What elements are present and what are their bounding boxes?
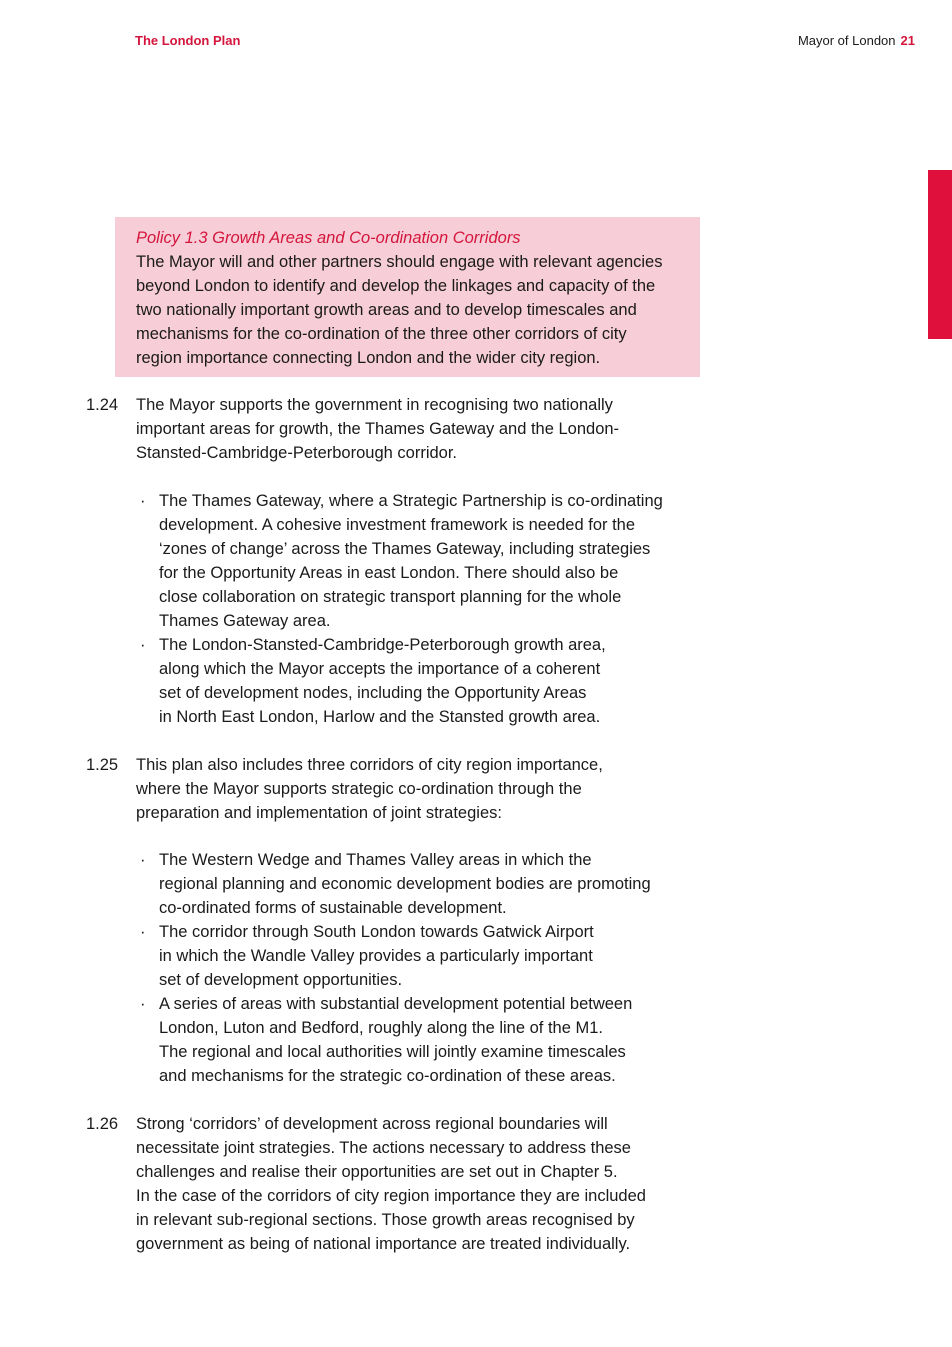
- paragraph-number: 1.24: [86, 396, 119, 414]
- list-item-line: in North East London, Harlow and the Stansted growth area.: [159, 708, 601, 726]
- paragraph-line: preparation and implementation of joint strategies:: [136, 804, 502, 822]
- chapter-side-tab: [928, 170, 952, 339]
- list-item-line: development. A cohesive investment framework is needed for the: [159, 516, 636, 534]
- list-item-line: The regional and local authorities will jointly examine timescales: [159, 1043, 626, 1061]
- policy-line: beyond London to identify and develop the linkages and capacity of the: [136, 277, 656, 295]
- list-item-line: set of development nodes, including the Opportunity Areas: [159, 684, 587, 702]
- document-title: The London Plan: [135, 33, 241, 48]
- list-item: [137, 848, 717, 920]
- policy-line: The Mayor will and other partners should engage with relevant agencies: [136, 253, 663, 271]
- list-item: [137, 489, 717, 633]
- list-item: [137, 992, 717, 1088]
- page-number: 21: [900, 33, 915, 48]
- bullet-marker: ·: [140, 923, 146, 941]
- paragraph-text: [136, 393, 706, 465]
- bullet-marker: ·: [140, 636, 146, 654]
- list-item-line: The Thames Gateway, where a Strategic Partnership is co-ordinating: [159, 492, 663, 510]
- list-item-line: and mechanisms for the strategic co-ordination of these areas.: [159, 1067, 616, 1085]
- paragraph-line: important areas for growth, the Thames Gateway and the London-: [136, 420, 620, 438]
- paragraph-number: 1.26: [86, 1115, 119, 1133]
- paragraph-line: Strong ‘corridors’ of development across regional boundaries will: [136, 1115, 608, 1133]
- bullet-marker: ·: [140, 492, 146, 510]
- paragraph-line: where the Mayor supports strategic co-ordination through the: [136, 780, 582, 798]
- paragraph-line: In the case of the corridors of city region importance they are included: [136, 1187, 646, 1205]
- list-item-line: The Western Wedge and Thames Valley areas in which the: [159, 851, 592, 869]
- list-item-line: The corridor through South London towards Gatwick Airport: [159, 923, 594, 941]
- policy-line: two nationally important growth areas and to develop timescales and: [136, 301, 637, 319]
- paragraph-line: government as being of national importance are treated individually.: [136, 1235, 631, 1253]
- paragraph-line: The Mayor supports the government in recognising two nationally: [136, 396, 613, 414]
- policy-line: region importance connecting London and the wider city region.: [136, 349, 601, 367]
- list-item: [137, 920, 717, 992]
- bullet-list-1-24: [137, 489, 717, 729]
- policy-line: mechanisms for the co-ordination of the three other corridors of city: [136, 325, 627, 343]
- list-item: [137, 633, 717, 729]
- list-item-line: ‘zones of change’ across the Thames Gateway, including strategies: [159, 540, 651, 558]
- paragraph-number: 1.25: [86, 756, 119, 774]
- list-item-line: along which the Mayor accepts the importance of a coherent: [159, 660, 601, 678]
- list-item-line: co-ordinated forms of sustainable development.: [159, 899, 507, 917]
- list-item-line: in which the Wandle Valley provides a particularly important: [159, 947, 593, 965]
- list-item-line: Thames Gateway area.: [159, 612, 331, 630]
- paragraph-line: in relevant sub-regional sections. Those growth areas recognised by: [136, 1211, 635, 1229]
- list-item-line: London, Luton and Bedford, roughly along the line of the M1.: [159, 1019, 603, 1037]
- list-item-line: for the Opportunity Areas in east London. There should also be: [159, 564, 619, 582]
- paragraph-line: challenges and realise their opportunities are set out in Chapter 5.: [136, 1163, 618, 1181]
- policy-box: [115, 217, 700, 377]
- paragraph-line: Stansted-Cambridge-Peterborough corridor.: [136, 444, 458, 462]
- paragraph-1-25: [86, 753, 706, 825]
- bullet-marker: ·: [140, 851, 146, 869]
- list-item-line: set of development opportunities.: [159, 971, 403, 989]
- paragraph-1-26: [86, 1112, 706, 1256]
- paragraph-line: necessitate joint strategies. The actions necessary to address these: [136, 1139, 631, 1157]
- list-item-line: A series of areas with substantial development potential between: [159, 995, 633, 1013]
- list-item-line: close collaboration on strategic transport planning for the whole: [159, 588, 622, 606]
- publisher-name: Mayor of London: [797, 33, 896, 48]
- running-header: [798, 33, 915, 48]
- policy-title: Policy 1.3 Growth Areas and Co-ordination Corridors: [136, 229, 521, 247]
- policy-text: [136, 250, 700, 370]
- paragraph-1-24: [86, 393, 706, 465]
- bullet-marker: ·: [140, 995, 146, 1013]
- list-item-line: regional planning and economic development bodies are promoting: [159, 875, 651, 893]
- paragraph-line: This plan also includes three corridors of city region importance,: [136, 756, 603, 774]
- paragraph-text: [136, 753, 706, 825]
- bullet-list-1-25: [137, 848, 717, 1088]
- list-item-line: The London-Stansted-Cambridge-Peterborough growth area,: [159, 636, 606, 654]
- paragraph-text: [136, 1112, 706, 1256]
